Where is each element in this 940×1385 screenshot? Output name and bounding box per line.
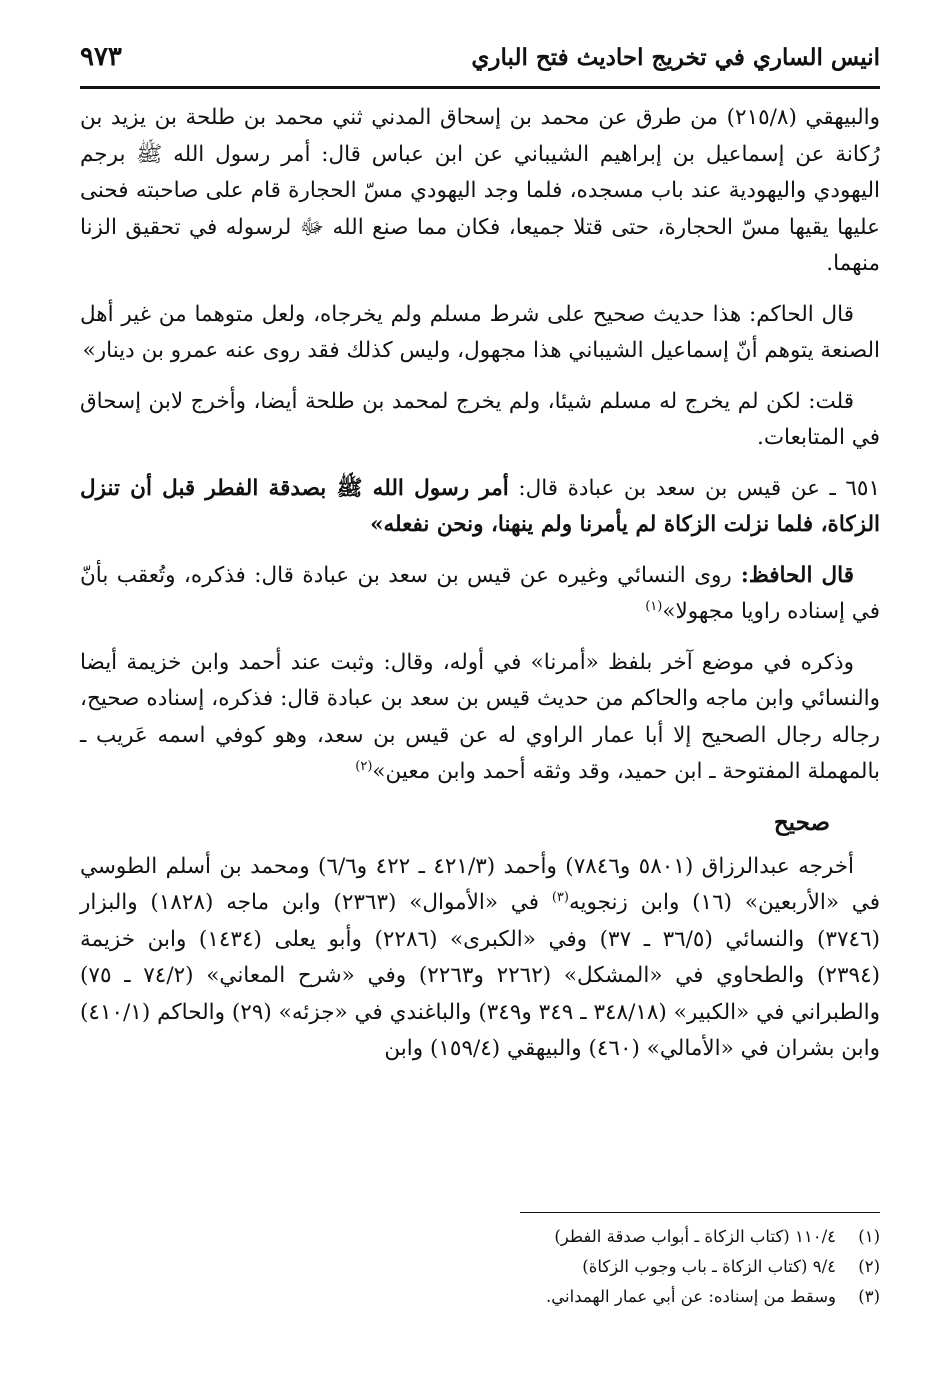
paragraph-hakim-statement: قال الحاكم: هذا حديث صحيح على شرط مسلم ولم يخرجاه، ولعل متوهما من غير أهل الصنعة يتوهم أنّ إسماعيل الشيباني هذا مجهول، وليس كذلك فقد روى عنه عمرو بن دينار» <box>80 301 880 363</box>
main-text <box>80 100 880 1082</box>
footnote-number: (١) <box>858 1227 880 1246</box>
footnote-separator <box>520 1212 880 1213</box>
footnotes <box>80 1222 880 1312</box>
footnote-text: وسقط من إسناده: عن أبي عمار الهمداني. <box>546 1287 836 1306</box>
paragraph-author-comment: قلت: لكن لم يخرج له مسلم شيئا، ولم يخرج لمحمد بن طلحة أيضا، وأخرج لابن إسحاق في المتابعات. <box>80 388 880 450</box>
grading-heading: صحيح <box>773 808 830 836</box>
hafiz-text: روى النسائي وغيره عن قيس بن سعد بن عبادة قال: فذكره، وتُعقب بأنّ في إسناده راويا مجهولا» <box>80 562 880 624</box>
footnote-1 <box>80 1222 880 1252</box>
running-title: انيس الساري في تخريج احاديث فتح الباري <box>471 44 880 71</box>
page-header <box>80 38 880 89</box>
footnote-2 <box>80 1252 880 1282</box>
footnote-text: ٩/٤ (كتاب الزكاة ـ باب وجوب الزكاة) <box>582 1257 836 1276</box>
footnote-number: (٢) <box>858 1257 880 1276</box>
paragraph-takhrij <box>80 849 880 1068</box>
footnote-ref-2[interactable]: (٢) <box>355 758 373 774</box>
paragraph-bayhaqi-narration: والبيهقي (٢١٥/٨) من طرق عن محمد بن إسحاق المدني ثني محمد بن طلحة بن يزيد بن رُكانة عن إسماعيل بن إبراهيم الشيباني عن ابن عباس قال: أمر رسول الله ﷺ برجم اليهودي واليهودية عند باب مسجده، فلما وجد اليهودي مسّ الحجارة قام على صاحبته فحنى عليها يقيها مسّ الحجارة، حتى قتلا جميعا، فكان مما صنع الله ﷻ لرسوله في تحقيق الزنا منهما. <box>80 105 880 276</box>
footnote-ref-1[interactable]: (١) <box>645 598 663 614</box>
paragraph-hafiz-statement <box>80 558 880 631</box>
hadith-651 <box>80 471 880 544</box>
hadith-text: أمر رسول الله ﷺ بصدقة الفطر قبل أن تنزل الزكاة، فلما نزلت الزكاة لم يأمرنا ولم ينهنا، ونحن نفعله» <box>80 475 880 537</box>
footnote-text: ١١٠/٤ (كتاب الزكاة ـ أبواب صدقة الفطر) <box>554 1227 836 1246</box>
takhrij-text-b: في «الأموال» (٢٣٦٣) وابن ماجه (١٨٢٨) والبزار (٣٧٤٦) والنسائي (٣٦/٥ ـ ٣٧) وفي «الكبرى» (٢٢٨٦) وأبو يعلى (١٤٣٤) وابن خزيمة (٢٣٩٤) والطحاوي في «المشكل» (٢٢٦٢ و٢٢٦٣) وفي «شرح المعاني» (٧٤/٢ ـ ٧٥) والطبراني في «الكبير» (٣٤٨/١٨ ـ ٣٤٩ و٣٤٩) والباغندي في «جزئه» (٢٩) والحاكم (٤١٠/١) وابن بشران في «الأمالي» (٤٦٠) والبيهقي (١٥٩/٤) وابن <box>80 890 881 1061</box>
footnote-number: (٣) <box>858 1287 880 1306</box>
hafiz-label: قال الحافظ: <box>731 562 854 588</box>
page-number: ٩٧٣ <box>80 42 122 72</box>
footnote-ref-3[interactable]: (٣) <box>551 889 569 905</box>
takhrij-text-a: أخرجه عبدالرزاق (٥٨٠١ و٧٨٤٦) وأحمد (٤٢١/٣ ـ ٤٢٢ و٦/٦) ومحمد بن أسلم الطوسي في «الأربعين» (١٦) وابن زنجويه <box>80 853 880 915</box>
paragraph-other-place <box>80 645 880 791</box>
other-place-text: وذكره في موضع آخر بلفظ «أمرنا» في أوله، وقال: وثبت عند أحمد وابن خزيمة أيضا والنسائي وابن ماجه والحاكم من حديث قيس بن سعد بن عبادة قال: فذكره، إسناده صحيح، رجاله رجال الصحيح إلا أبا عمار الراوي له عن قيس بن سعد، وهو كوفي اسمه عَريب ـ بالمهملة المفتوحة ـ ابن حميد، وقد وثقه أحمد وابن معين» <box>80 649 880 784</box>
footnote-3 <box>80 1282 880 1312</box>
hadith-number-and-chain: ٦٥١ ـ عن قيس بن سعد بن عبادة قال: <box>508 475 881 501</box>
